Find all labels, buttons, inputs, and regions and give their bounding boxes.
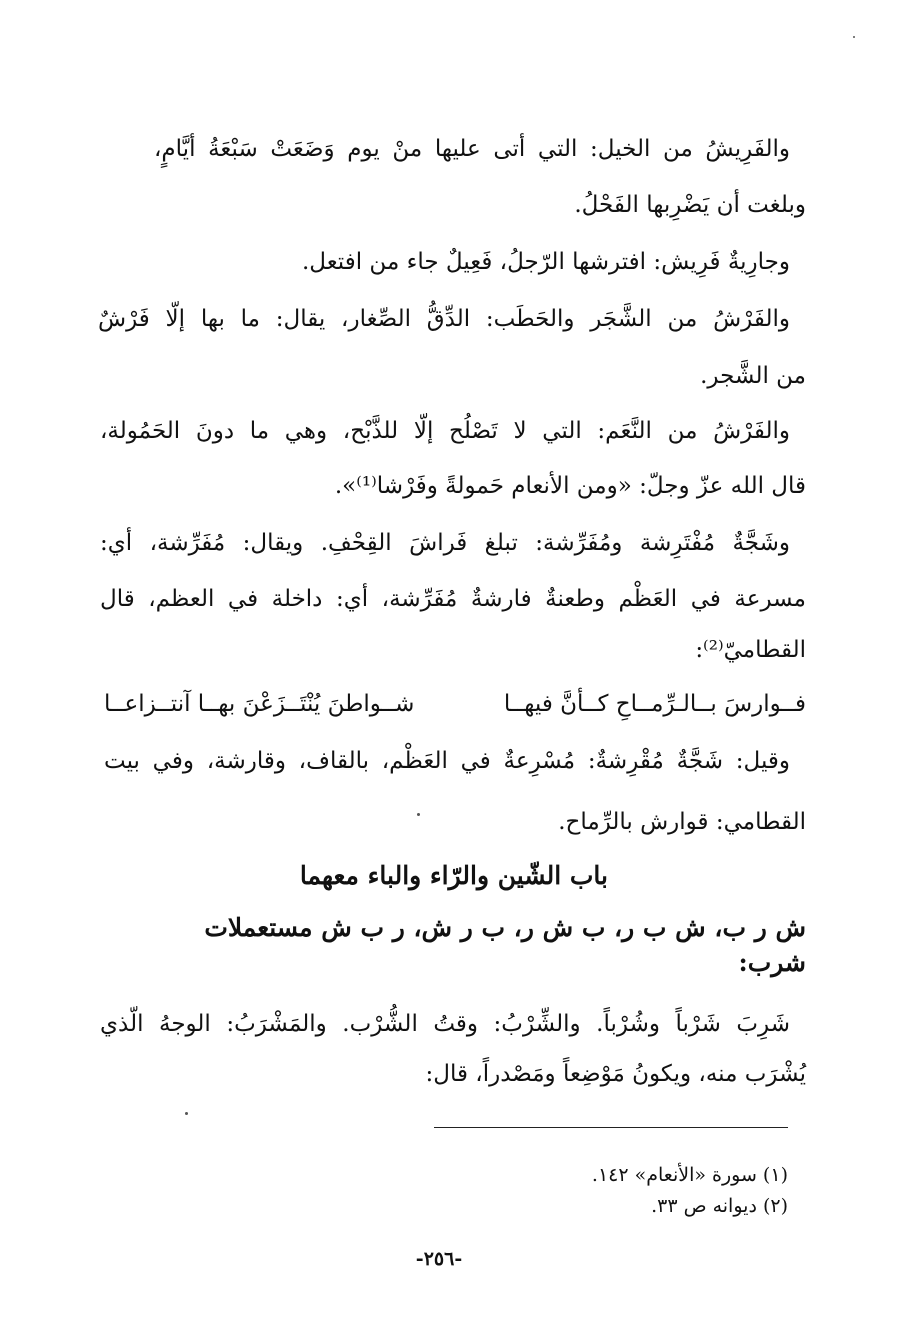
text-line: القطاميّ⁽²⁾: xyxy=(695,637,806,663)
text-line: والفَرْشُ من الشَّجَر والحَطَب: الدِّقُّ الصِّغار، يقال: ما بها إلّا فَرْشٌ xyxy=(98,306,790,332)
chapter-heading: باب الشّين والرّاء والباء معهما xyxy=(299,861,608,890)
text-line: شَرِبَ شَرْباً وشُرْباً. والشِّرْبُ: وقتُ الشُّرْب. والمَشْرَبُ: الوجهُ الّذي xyxy=(100,1011,790,1037)
text-line: يُشْرَب منه، ويكونُ مَوْضِعاً ومَصْدراً، قال: xyxy=(425,1061,806,1087)
text-line: وبلغت أن يَضْرِبها الفَحْلُ. xyxy=(574,192,806,218)
scan-speck xyxy=(417,813,420,816)
verse-second-hemistich: شــواطنَ يُنْتَــزَعْنَ بهــا آنتــزاعــا xyxy=(104,691,415,717)
footnote-separator xyxy=(434,1127,788,1128)
text-line: وقيل: شَجَّةٌ مُقْرِشةٌ: مُسْرِعةٌ في العَظْم، بالقاف، وقارشة، وفي بيت xyxy=(104,748,790,774)
roots-heading: ش ر ب، ش ب ر، ب ش ر، ب ر ش، ر ب ش مستعملات xyxy=(204,913,806,942)
footnote: (٢) ديوانه ص ٣٣. xyxy=(651,1195,788,1217)
text-line: مسرعة في العَظْم وطعنةٌ فارشةٌ مُفَرِّشة، أي: داخلة في العظم، قال xyxy=(100,586,806,612)
text-line: والفَرِيشُ من الخيل: التي أتى عليها منْ يوم وَضَعَتْ سَبْعَةُ أيَّامٍ، xyxy=(154,136,790,162)
text-line: القطامي: قوارش بالرِّماح. xyxy=(558,809,806,835)
entry-heading: شرب: xyxy=(738,948,806,977)
footnote: (١) سورة «الأنعام» ١٤٢. xyxy=(591,1164,788,1186)
verse-first-hemistich: فــوارسَ بــالـرِّمــاحِ كــأنَّ فيهــا xyxy=(503,691,806,717)
text-line: وشَجَّةٌ مُفْتَرِشة ومُفَرِّشة: تبلغ فَراشَ القِحْفِ. ويقال: مُفَرِّشة، أي: xyxy=(100,530,790,556)
text-line: والفَرْشُ من النَّعَم: التي لا تَصْلُح إلّا للذَّبْح، وهي ما دونَ الحَمُولة، xyxy=(100,418,790,444)
page-number: -٢٥٦- xyxy=(415,1248,463,1270)
text-line: وجارِيةٌ فَرِيش: افترشها الرّجلُ، فَعِيلٌ جاء من افتعل. xyxy=(301,249,790,275)
scan-speck xyxy=(853,36,855,38)
scan-speck xyxy=(185,1112,188,1115)
text-line: قال الله عزّ وجلّ: «ومن الأنعام حَمولةً وفَرْشا⁽¹⁾». xyxy=(334,473,806,499)
text-line: من الشَّجر. xyxy=(700,363,806,389)
